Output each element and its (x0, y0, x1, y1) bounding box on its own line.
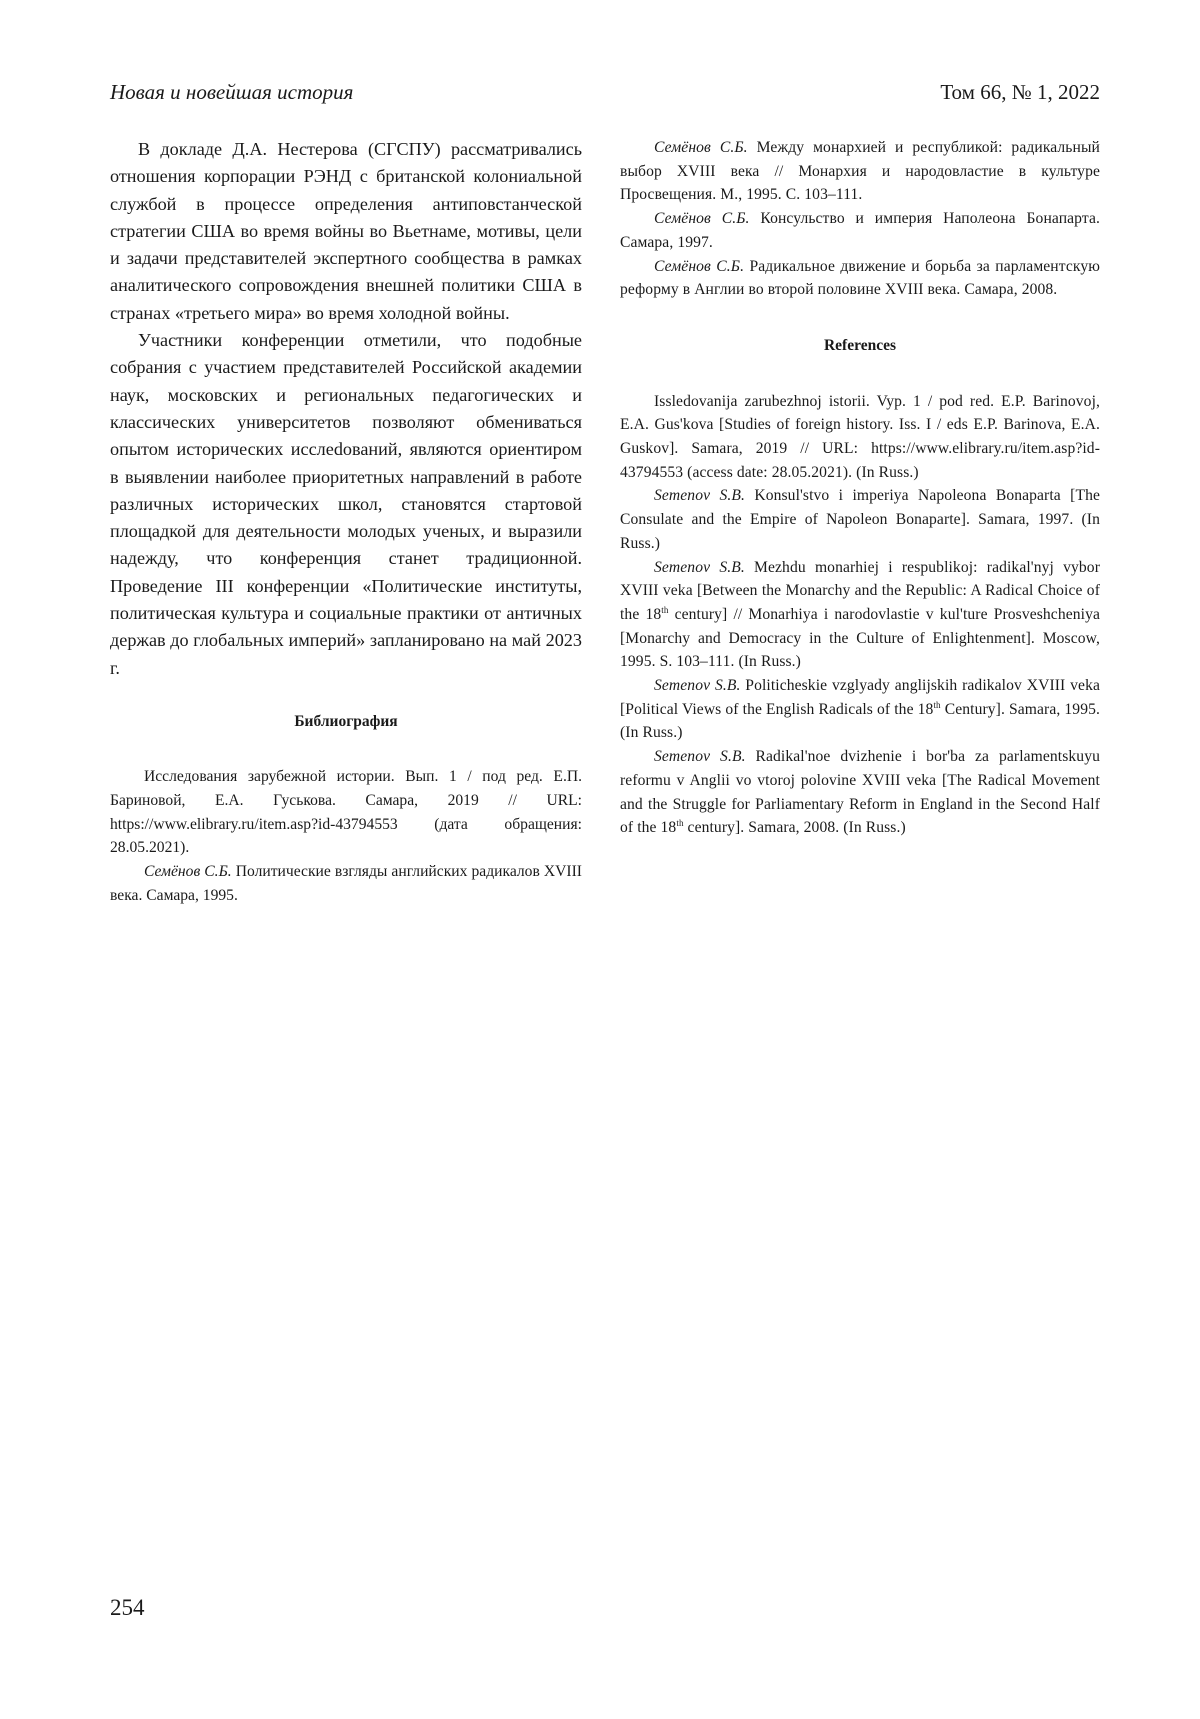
volume-info: Том 66, № 1, 2022 (940, 80, 1100, 104)
reference-entry (620, 745, 1100, 840)
ref-text: Konsul'stvo i imperiya Napoleona Bonaparta [The Consulate and the Empire of Napoleon Bonaparte]. Samara, 1997. (In Russ.) (620, 487, 1100, 552)
ref-text: Century]. Samara, 1995. (In Russ.) (620, 700, 1100, 742)
journal-title: Новая и новейшая история (110, 80, 354, 104)
bib-text: Консульство и империя Наполеона Бонапарта. Самара, 1997. (620, 210, 1100, 251)
ordinal-suffix: th (933, 699, 941, 710)
ref-author: Semenov S.B. (654, 677, 741, 695)
references-heading: References (823, 336, 896, 354)
bib-text: Исследования зарубежной истории. Вып. 1 / под ред. Е.П. Бариновой, Е.А. Гуськова. Самара, 2019 // URL: https://www.elibrary.ru/item.asp?id-43794553 (дата обращения: 28.05.2021). (110, 768, 582, 857)
ref-text: Mezhdu monarhiej i respublikoj: radikal'nyj vybor XVIII veka [Between the Monarchy and the Republic: A Radical Choice of the 18 (620, 558, 1100, 623)
right-column (620, 136, 1100, 840)
bibliography-entry (110, 765, 582, 860)
ordinal-suffix: th (676, 818, 684, 829)
ref-author: Semenov S.B. (654, 558, 745, 576)
reference-entry (620, 674, 1100, 745)
bibliography-entry (110, 860, 582, 907)
running-header (110, 80, 1100, 105)
left-column (110, 136, 582, 907)
reference-entry (620, 484, 1100, 555)
body-paragraph: Участники конференции отметили, что подобные собрания с участием представителей Российской академии наук, московских и региональных педагогических и классических университетов позволяют обмениваться опытом исторических исслеdований, являются ориентиром в выявлении наиболее приоритетных направлений в работе различных исторических школ, становятся стартовой площадкой для деятельности молодых ученых, и выразили надежду, что конференция станет традиционной. Проведение III конференции «Политические институты, политическая культура и социальные практики от античных держав до глобальных империй» запланировано на май 2023 г. (110, 330, 582, 678)
ref-text: century] // Monarhiya i narodovlastie v kul'ture Prosveshcheniya [Monarchy and Democracy in the Culture of Enlightenment]. Moscow, 1995. S. 103–111. (In Russ.) (620, 605, 1100, 671)
bibliography-entry (620, 136, 1100, 207)
ref-author: Semenov S.B. (654, 487, 745, 505)
bibliography-heading: Библиография (294, 712, 398, 730)
bib-text: Радикальное движение и борьба за парламентскую реформу в Англии во второй половине XVIII века. Самара, 2008. (620, 257, 1100, 299)
reference-entry (620, 556, 1100, 675)
bibliography-entry (620, 207, 1100, 254)
ref-text: Issledovanija zarubezhnoj istorii. Vyp. 1 / pod red. E.P. Barinovoj, E.A. Gus'kova [Studies of foreign history. Iss. I / eds E.P. Barinova, E.A. Guskov]. Samara, 2019 // URL: https://www.elibrary.ru/item.asp?id-43794553 (access date: 28.05.2021). (In Russ.) (620, 392, 1100, 481)
bibliography-entry (620, 255, 1100, 302)
bib-author: Семёнов С.Б. (654, 257, 745, 275)
page-number: 254 (110, 1595, 145, 1620)
ordinal-suffix: th (661, 604, 669, 615)
bib-author: Семёнов С.Б. (654, 139, 748, 156)
bib-author: Семёнов С.Б. (144, 863, 232, 881)
bib-text: Между монархией и республикой: радикальный выбор XVIII века // Монархия и народовластие в культуре Просвещения. М., 1995. С. 103–111. (620, 139, 1100, 204)
ref-text: Politicheskie vzglyady anglijskih radikalov XVIII veka [Political Views of the English Radicals of the 18 (620, 677, 1100, 718)
bib-author: Семёнов С.Б. (654, 210, 750, 228)
ref-text: century]. Samara, 2008. (In Russ.) (683, 819, 906, 837)
ref-text: Radikal'noe dvizhenie i bor'ba za parlamentskuyu reformu v Anglii vo vtoroj polovine XVIII veka [The Radical Movement and the Struggle for Parliamentary Reform in England in the Second Half of the 18 (620, 748, 1100, 837)
bib-text: Политические взгляды английских радикалов XVIII века. Самара, 1995. (110, 863, 582, 904)
reference-entry (620, 390, 1100, 485)
body-paragraph: В докладе Д.А. Нестерова (СГСПУ) рассматривались отношения корпорации РЭНД с британской колониальной службой в процессе определения антиповстанческой стратегии США во время войны во Вьетнаме, мотивы, цели и задачи представителей экспертного сообщества в рамках аналитического сопровождения внешней политики США в странах «третьего мира» во время холодной войны. (110, 139, 582, 323)
ref-author: Semenov S.B. (654, 748, 746, 766)
